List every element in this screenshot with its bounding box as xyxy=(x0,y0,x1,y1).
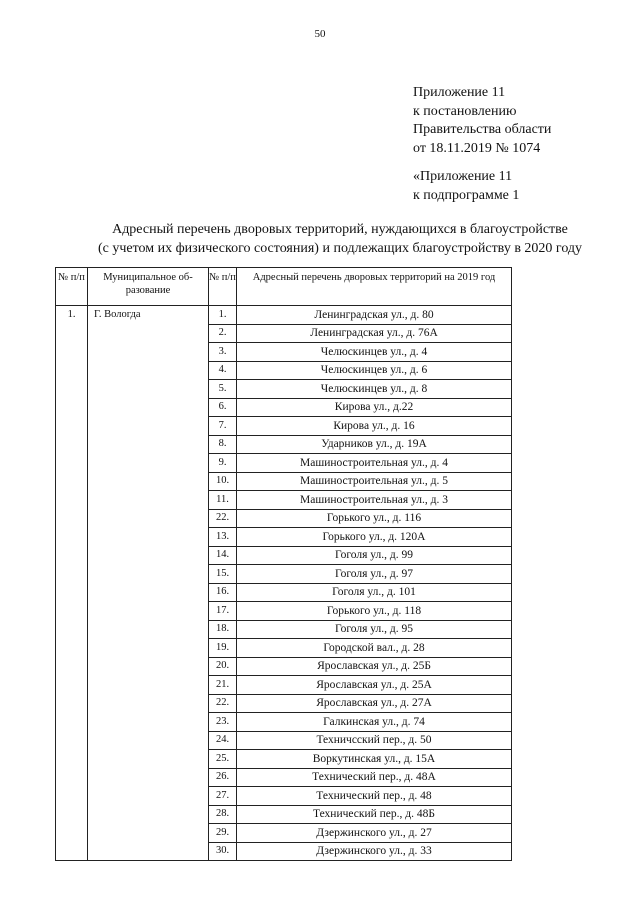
appendix-line: Приложение 11 xyxy=(413,85,506,100)
row-address: Воркутинская ул., д. 15А xyxy=(237,750,512,769)
row-address: Гоголя ул., д. 95 xyxy=(237,620,512,639)
row-address: Ленинградская ул., д. 76А xyxy=(237,324,512,343)
row-number: 5. xyxy=(209,380,237,399)
row-address: Гоголя ул., д. 99 xyxy=(237,546,512,565)
appendix-line: Правительства области xyxy=(413,122,552,137)
row-number: 3. xyxy=(209,343,237,362)
page-number: 50 xyxy=(314,28,326,40)
row-number: 10. xyxy=(209,472,237,491)
row-address: Ярославская ул., д. 25Б xyxy=(237,657,512,676)
row-number: 24. xyxy=(209,731,237,750)
row-number: 28. xyxy=(209,805,237,824)
row-address: Челюскинцев ул., д. 4 xyxy=(237,343,512,362)
title-line-2: (с учетом их физического состояния) и подлежащих благоустройству в 2020 году xyxy=(97,240,583,256)
row-number: 17. xyxy=(209,602,237,621)
row-address: Технический пер., д. 48Б xyxy=(237,805,512,824)
row-number: 7. xyxy=(209,417,237,436)
row-number: 4. xyxy=(209,361,237,380)
row-address: Горького ул., д. 116 xyxy=(237,509,512,528)
row-address: Ленинградская ул., д. 80 xyxy=(237,306,512,325)
row-number: 14. xyxy=(209,546,237,565)
appendix-block xyxy=(413,84,551,205)
appendix-line: «Приложение 11 xyxy=(413,169,513,184)
row-number: 29. xyxy=(209,824,237,843)
appendix-line: к подпрограмме 1 xyxy=(413,187,520,203)
row-address: Ударников ул., д. 19А xyxy=(237,435,512,454)
row-number: 6. xyxy=(209,398,237,417)
row-address: Машиностроительная ул., д. 5 xyxy=(237,472,512,491)
row-address: Машиностроительная ул., д. 3 xyxy=(237,491,512,510)
row-number: 20. xyxy=(209,657,237,676)
row-number: 27. xyxy=(209,787,237,806)
row-address: Горького ул., д. 120А xyxy=(237,528,512,547)
row-number: 11. xyxy=(209,491,237,510)
appendix-line: от 18.11.2019 № 1074 xyxy=(413,140,541,156)
row-address: Ярославская ул., д. 25А xyxy=(237,676,512,695)
table-header-row xyxy=(56,268,512,306)
header-municipality: Муниципальное об-разование xyxy=(88,268,209,306)
row-number: 30. xyxy=(209,842,237,861)
row-number: 15. xyxy=(209,565,237,584)
group-index: 1. xyxy=(56,306,88,861)
row-address: Технический пер., д. 48А xyxy=(237,768,512,787)
title-line-1: Адресный перечень дворовых территорий, нуждающихся в благоустройстве xyxy=(112,222,568,237)
row-address: Гоголя ул., д. 101 xyxy=(237,583,512,602)
row-number: 19. xyxy=(209,639,237,658)
row-number: 9. xyxy=(209,454,237,473)
row-number: 8. xyxy=(209,435,237,454)
row-address: Техничсский пер., д. 50 xyxy=(237,731,512,750)
row-address: Кирова ул., д.22 xyxy=(237,398,512,417)
row-address: Гоголя ул., д. 97 xyxy=(237,565,512,584)
row-address: Ярославская ул., д. 27А xyxy=(237,694,512,713)
row-address: Городской вал., д. 28 xyxy=(237,639,512,658)
header-sub-index: № п/п xyxy=(209,268,237,306)
row-address: Технический пер., д. 48 xyxy=(237,787,512,806)
row-number: 22. xyxy=(209,509,237,528)
row-address: Дзержинского ул., д. 33 xyxy=(237,842,512,861)
table-body xyxy=(56,306,512,861)
row-number: 26. xyxy=(209,768,237,787)
row-address: Кирова ул., д. 16 xyxy=(237,417,512,436)
row-address: Челюскинцев ул., д. 8 xyxy=(237,380,512,399)
row-number: 23. xyxy=(209,713,237,732)
table-row xyxy=(56,306,512,325)
row-address: Машиностроительная ул., д. 4 xyxy=(237,454,512,473)
row-number: 13. xyxy=(209,528,237,547)
row-number: 21. xyxy=(209,676,237,695)
row-address: Горького ул., д. 118 xyxy=(237,602,512,621)
row-number: 25. xyxy=(209,750,237,769)
header-address-list: Адресный перечень дворовых территорий на 2019 год xyxy=(237,268,512,306)
row-address: Дзержинского ул., д. 27 xyxy=(237,824,512,843)
row-number: 1. xyxy=(209,306,237,325)
document-title xyxy=(40,221,640,258)
municipality-name: Г. Вологда xyxy=(88,306,209,861)
row-address: Челюскинцев ул., д. 6 xyxy=(237,361,512,380)
appendix-line: к постановлению xyxy=(413,103,517,119)
row-number: 16. xyxy=(209,583,237,602)
row-number: 2. xyxy=(209,324,237,343)
address-table xyxy=(55,267,512,861)
header-index: № п/п xyxy=(56,268,88,306)
row-address: Галкинская ул., д. 74 xyxy=(237,713,512,732)
row-number: 18. xyxy=(209,620,237,639)
row-number: 22. xyxy=(209,694,237,713)
